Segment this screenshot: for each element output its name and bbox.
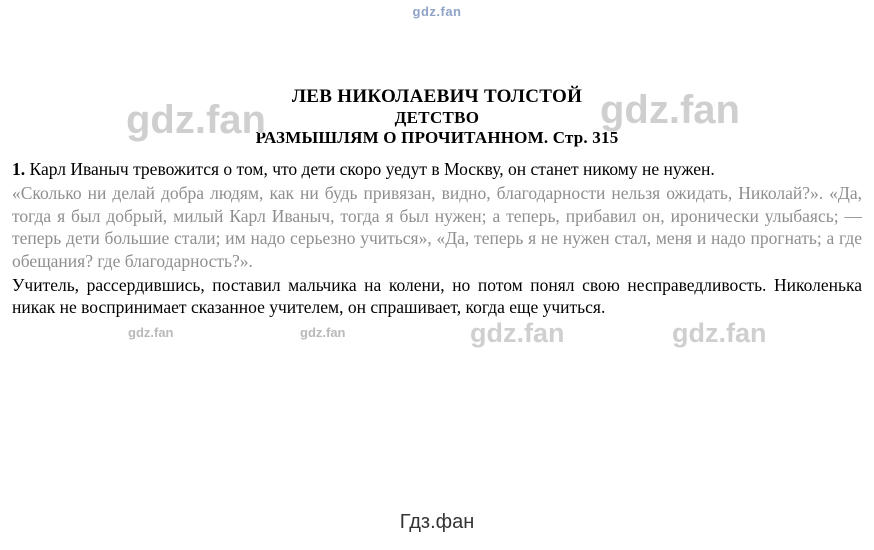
document-content [12,86,862,319]
answer-paragraph [12,158,862,180]
watermark-big-left: gdz.fan [126,98,266,142]
answer-text: Карл Иваныч тревожится о том, что дети скоро уедут в Москву, он станет никому не нужен. [29,158,715,179]
watermark-mid-right: gdz.fan [672,318,767,348]
section-heading: РАЗМЫШЛЯМ О ПРОЧИТАННОМ. Стр. 315 [255,128,619,148]
watermark-small-mid: gdz.fan [300,325,346,340]
watermark-mid-center: gdz.fan [470,318,565,348]
closing-paragraph: Учитель, рассердившись, поставил мальчика на колени, но потом понял свою несправедливость. Николенька никак не воспринимает сказанное учителем, он спрашивает, когда еще учиться. [12,274,862,318]
quote-paragraph: «Сколько ни делай добра людям, как ни будь привязан, видно, благодарности нельзя ожидать, Николай?». «Да, тогда я был добрый, милый Карл Иваныч, тогда я был нужен; а теперь, прибавил он, иронически улыбаясь; — теперь дети большие стали; им надо серьезно учиться», «Да, теперь я не нужен стал, меня и надо прогнать; а где обещания? где благодарность?». [12,183,862,271]
title-block [12,86,862,148]
question-number: 1. [12,158,26,179]
watermark-big-right: gdz.fan [600,88,740,132]
page-subtitle: ДЕТСТВО [394,107,480,127]
footer-label: Гдз.фан [399,511,475,533]
page-title: ЛЕВ НИКОЛАЕВИЧ ТОЛСТОЙ [291,86,583,107]
watermark-top: gdz.fan [412,4,462,19]
watermark-small-left: gdz.fan [128,325,174,340]
